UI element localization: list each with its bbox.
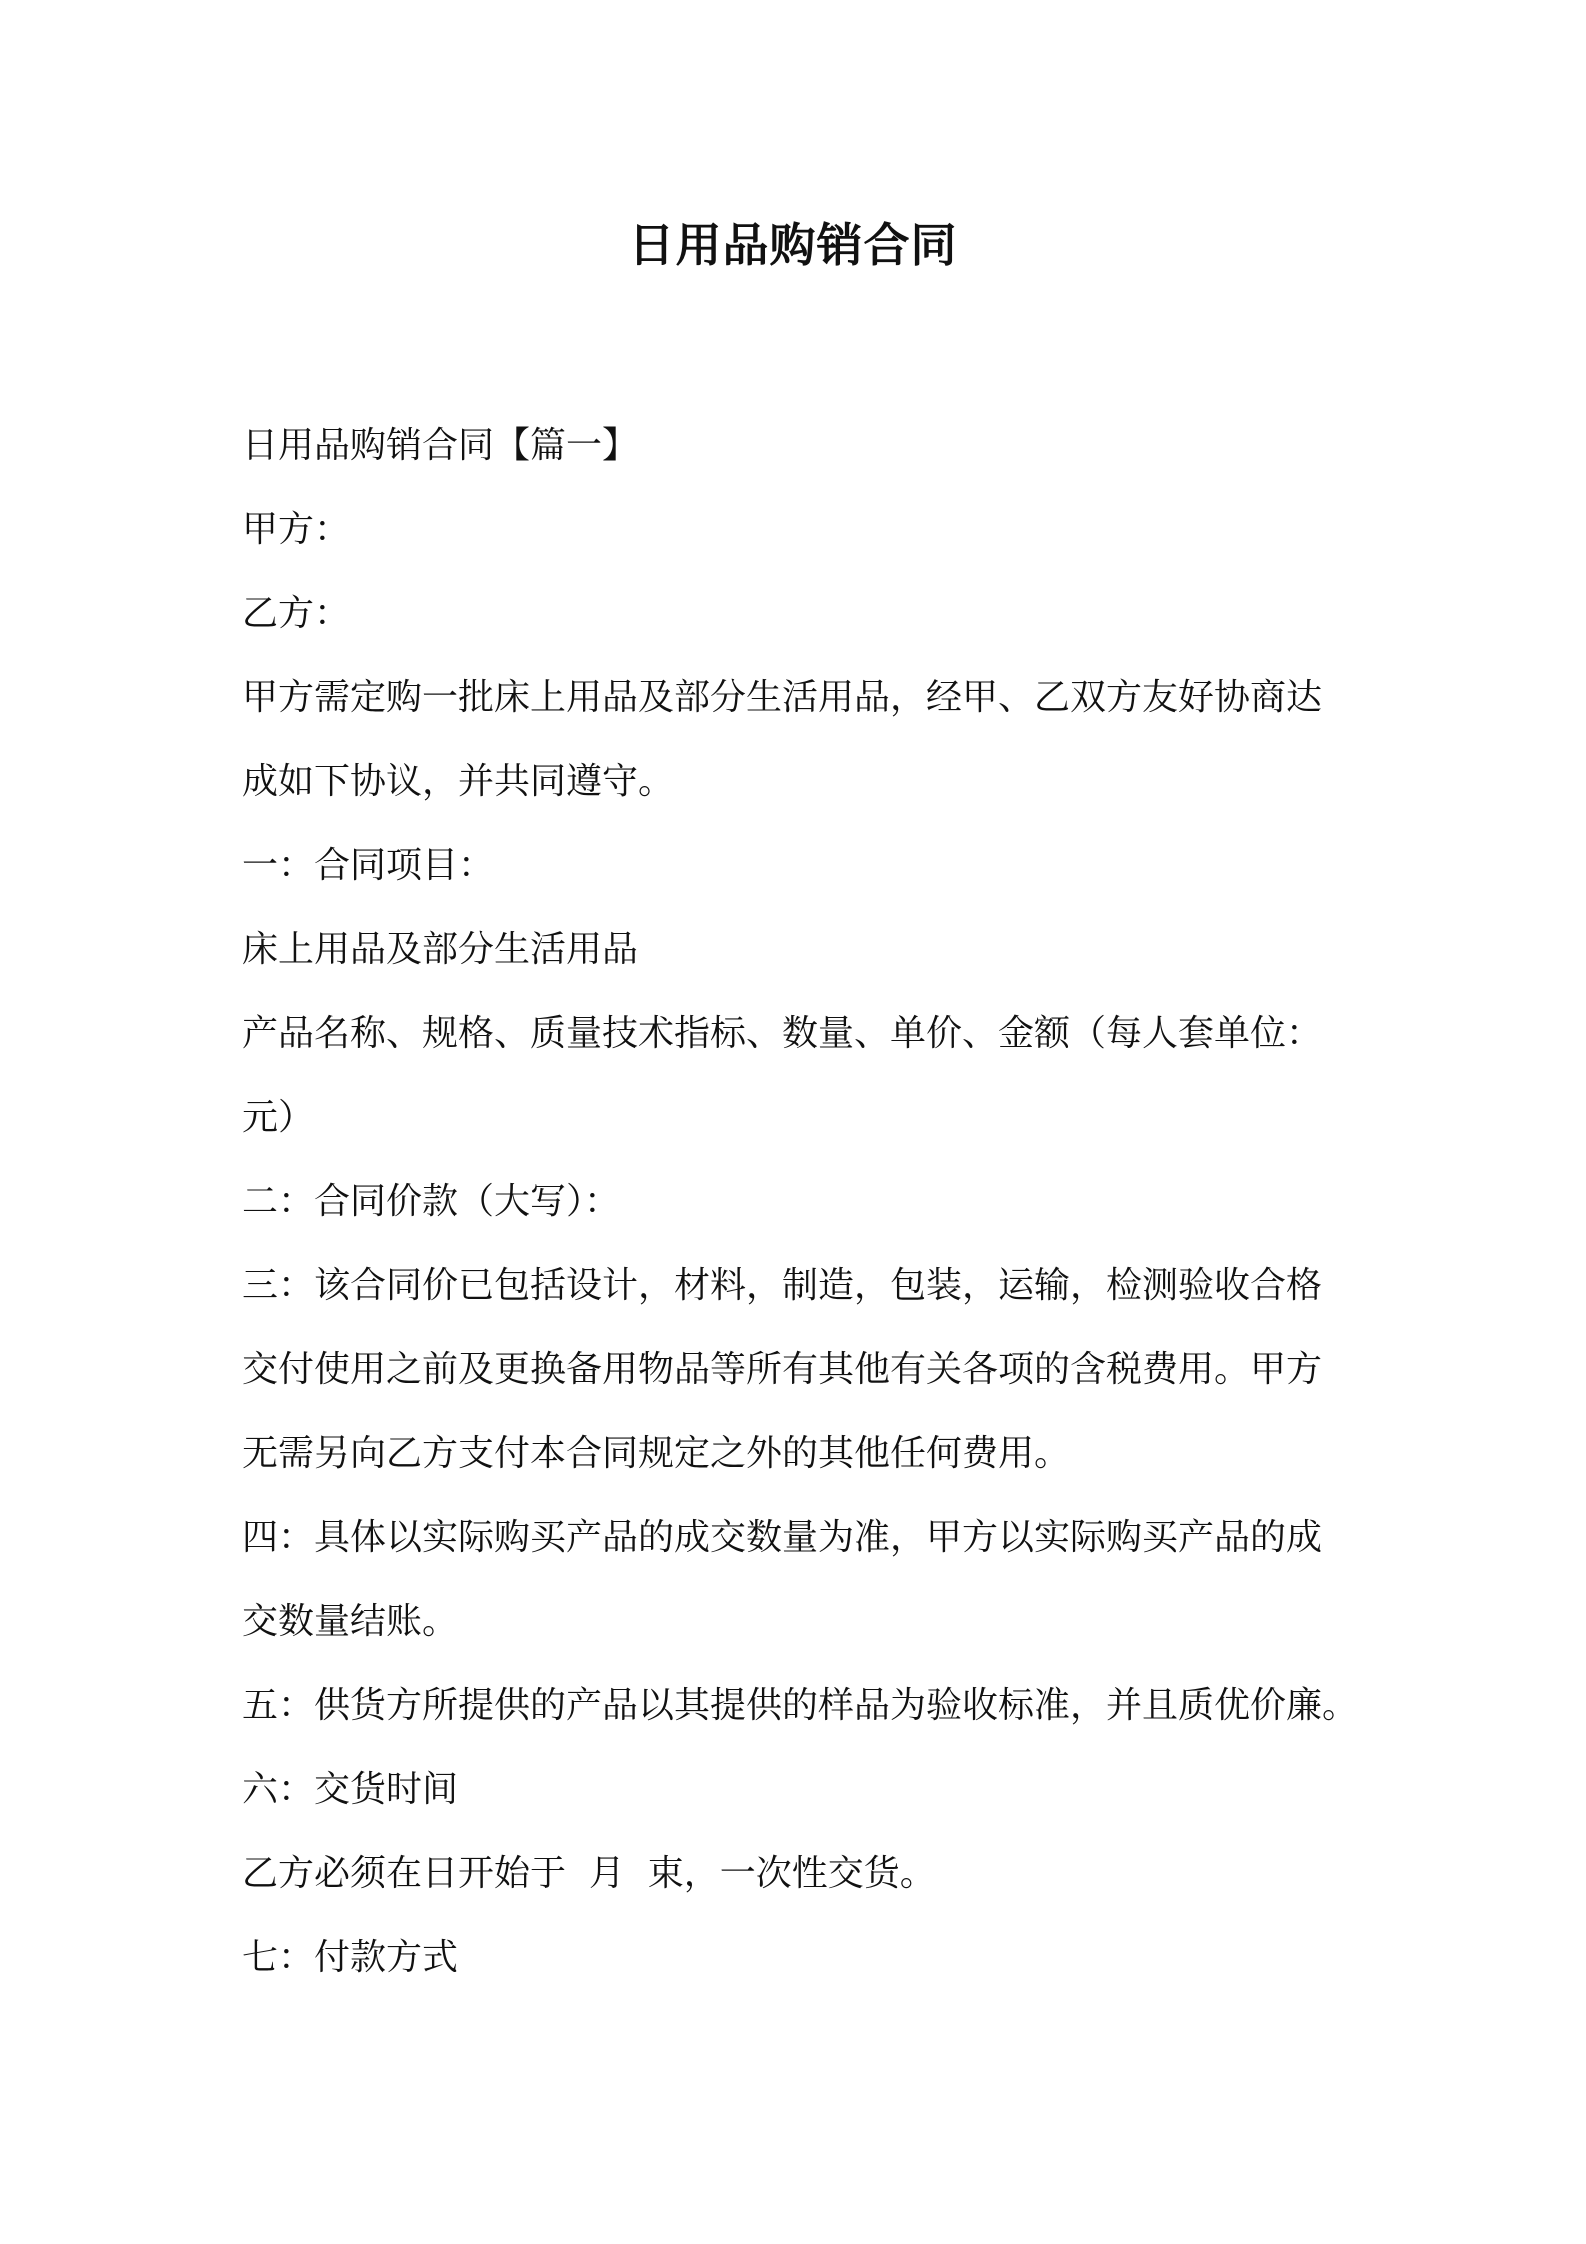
paragraph-line: 交数量结账。 (242, 1601, 459, 1642)
paragraph-line: 元） (242, 1097, 315, 1138)
paragraph-line: 三：该合同价已包括设计，材料，制造，包装，运输，检测验收合格 (242, 1265, 1323, 1306)
paragraph-line: 五：供货方所提供的产品以其提供的样品为验收标准，并且质优价廉。 (242, 1685, 1359, 1726)
paragraph-line: 交付使用之前及更换备用物品等所有其他有关各项的含税费用。甲方 (242, 1349, 1323, 1390)
clause-heading: 七：付款方式 (242, 1937, 459, 1978)
document-title: 日用品购销合同 (628, 218, 958, 272)
party-a-line: 甲方： (242, 509, 351, 550)
paragraph-line: 产品名称、规格、质量技术指标、数量、单价、金额（每人套单位： (242, 1013, 1323, 1054)
party-b-line: 乙方： (242, 593, 351, 634)
clause-heading: 六：交货时间 (242, 1769, 459, 1810)
document-body (242, 404, 1362, 2000)
paragraph-line: 无需另向乙方支付本合同规定之外的其他任何费用。 (242, 1433, 1071, 1474)
paragraph-line: 四：具体以实际购买产品的成交数量为准，甲方以实际购买产品的成 (242, 1517, 1323, 1558)
paragraph-line: 乙方必须在日开始于 月 束，一次性交货。 (242, 1853, 936, 1894)
paragraph-line: 床上用品及部分生活用品 (242, 929, 639, 970)
paragraph-line: 甲方需定购一批床上用品及部分生活用品，经甲、乙双方友好协商达 (242, 677, 1323, 718)
paragraph-line: 成如下协议，并共同遵守。 (242, 761, 675, 802)
section-heading: 日用品购销合同【篇一】 (242, 425, 639, 466)
clause-heading: 二：合同价款（大写）： (242, 1181, 621, 1222)
clause-heading: 一：合同项目： (242, 845, 495, 886)
